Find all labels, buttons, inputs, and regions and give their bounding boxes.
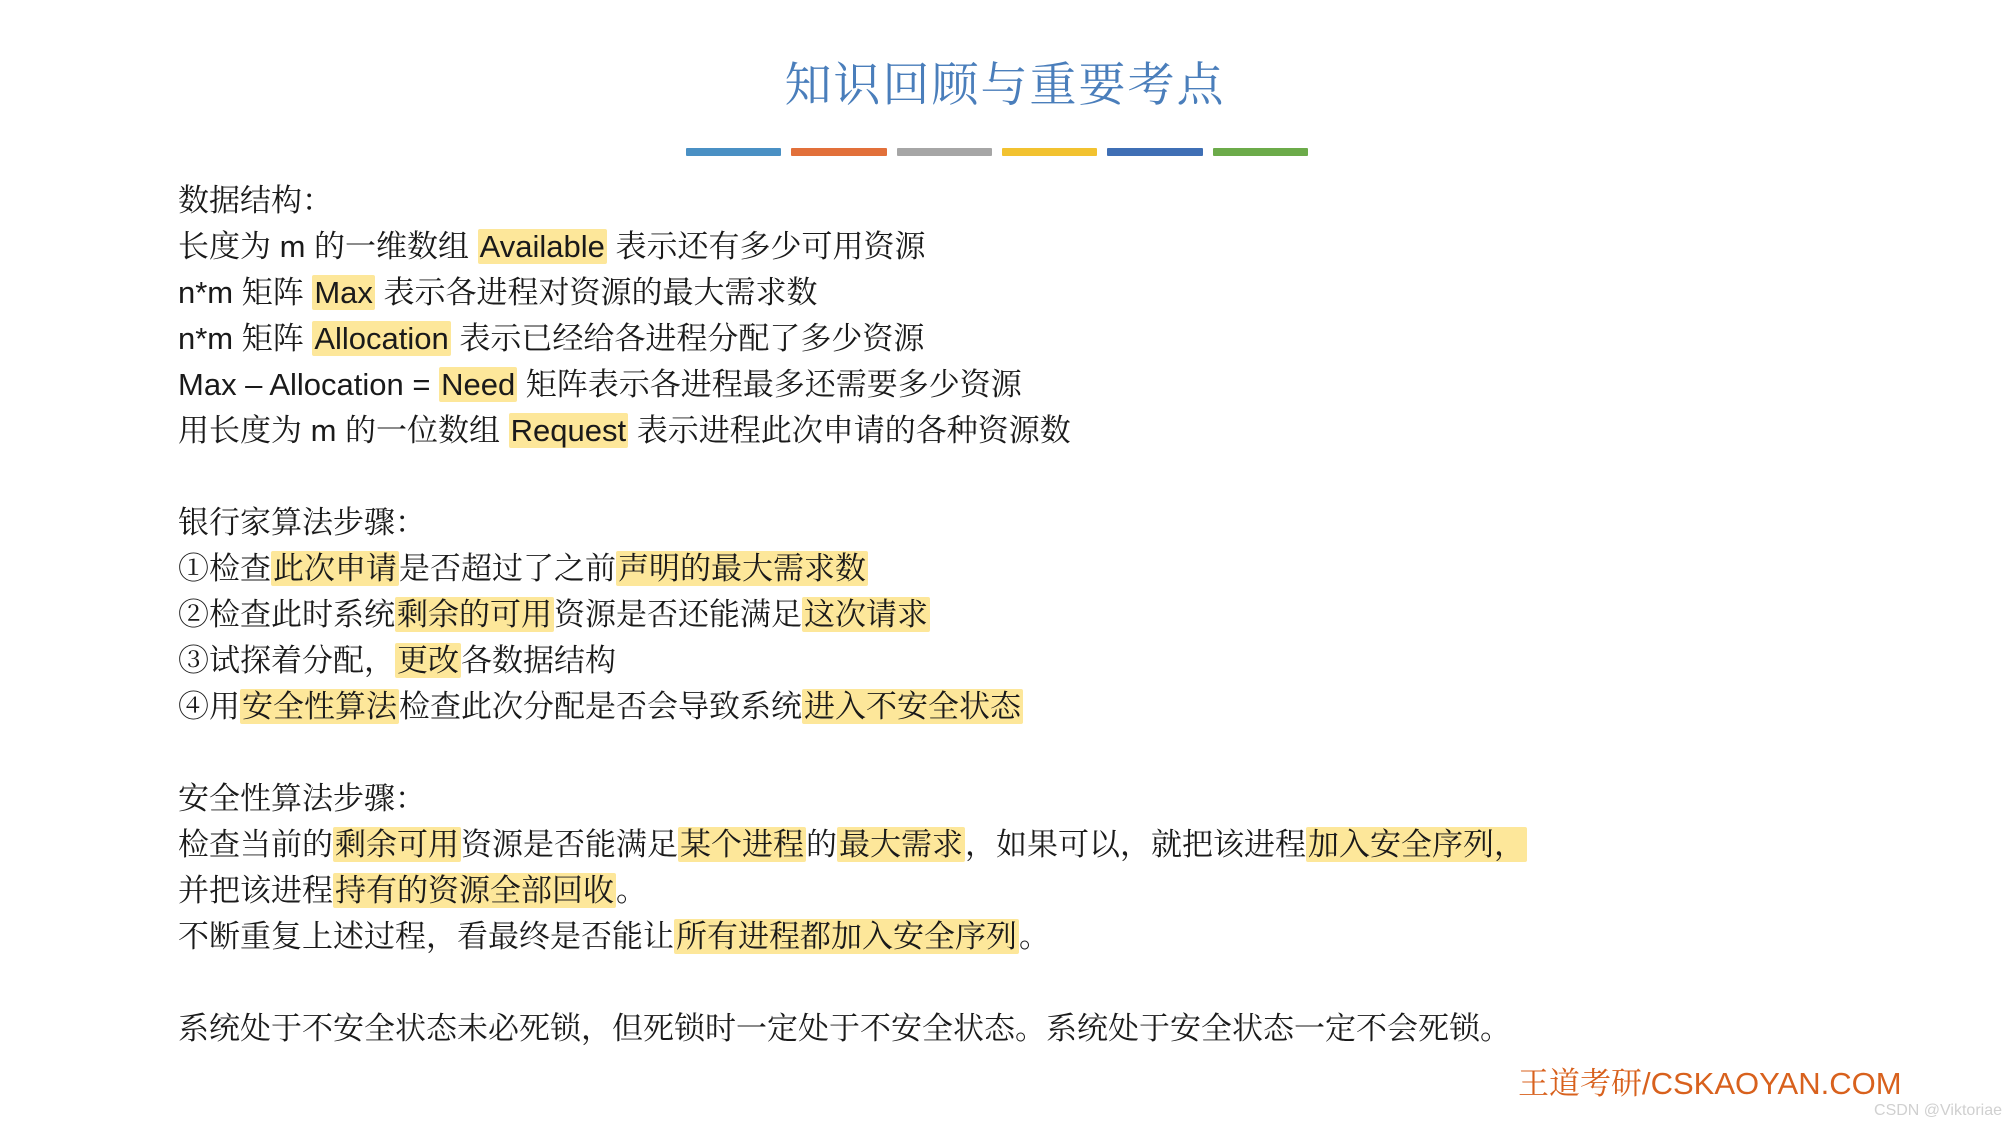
text-run: 数据结构： [178, 183, 333, 218]
page-title: 知识回顾与重要考点 [784, 58, 1226, 111]
text-run: 银行家算法步骤： [178, 505, 426, 540]
text-run: 表示各进程对资源的最大需求数 [374, 275, 818, 310]
safety-algorithm-steps-line-1 [178, 776, 1938, 822]
bankers-algorithm-steps-line-2 [178, 546, 1938, 592]
rule-bar-6 [1213, 148, 1308, 156]
highlight-text: 最大需求 [839, 827, 963, 862]
highlight-text: 加入安全序列， [1308, 827, 1525, 862]
spacer [178, 960, 1938, 1006]
highlight-text: 持有的资源全部回收 [335, 873, 614, 908]
spacer [178, 454, 1938, 500]
text-run: 用长度为 m 的一位数组 [178, 413, 509, 448]
conclusion-line-1 [178, 1006, 1938, 1052]
text-run: 检查此次分配是否会导致系统 [399, 689, 802, 724]
text-run: 资源是否能满足 [461, 827, 678, 862]
data-structure-line-2 [178, 224, 1938, 270]
data-structure-line-6 [178, 408, 1938, 454]
text-run: 表示进程此次申请的各种资源数 [628, 413, 1071, 448]
text-run: 不断重复上述过程，看最终是否能让 [178, 919, 674, 954]
text-run: ①检查 [178, 551, 271, 586]
text-run: 表示已经给各进程分配了多少资源 [450, 321, 925, 356]
text-run: n*m 矩阵 [178, 275, 313, 310]
text-run: ③试探着分配， [178, 643, 395, 678]
highlight-text: Need [441, 367, 516, 402]
highlight-text: 更改 [397, 643, 459, 678]
highlight-text: Request [510, 413, 627, 448]
title-underline-bars [686, 148, 1308, 156]
footer-brand: 王道考研/CSKAOYAN.COM [1518, 1066, 1902, 1101]
safety-algorithm-steps-line-4 [178, 914, 1938, 960]
highlight-text: Available [479, 229, 605, 264]
highlight-text: 声明的最大需求数 [618, 551, 866, 586]
text-run: 。 [616, 873, 647, 908]
data-structure-line-1 [178, 178, 1938, 224]
rule-bar-2 [791, 148, 886, 156]
highlight-text: 此次申请 [273, 551, 397, 586]
highlight-text: 进入不安全状态 [804, 689, 1021, 724]
safety-algorithm-steps-line-3 [178, 868, 1938, 914]
text-run: ②检查此时系统 [178, 597, 395, 632]
highlight-text: Max [314, 275, 373, 310]
text-run: 矩阵表示各进程最多还需要多少资源 [517, 367, 1022, 402]
text-run: 各数据结构 [461, 643, 616, 678]
data-structure-line-5 [178, 362, 1938, 408]
text-run: 检查当前的 [178, 827, 333, 862]
text-run: 安全性算法步骤： [178, 781, 426, 816]
text-run: 表示还有多少可用资源 [606, 229, 926, 264]
highlight-text: 剩余可用 [335, 827, 459, 862]
bankers-algorithm-steps-line-5 [178, 684, 1938, 730]
rule-bar-1 [686, 148, 781, 156]
highlight-text: 这次请求 [804, 597, 928, 632]
data-structure-line-4 [178, 316, 1938, 362]
slide-body [178, 178, 1938, 1052]
text-run: 是否超过了之前 [399, 551, 616, 586]
rule-bar-5 [1107, 148, 1202, 156]
data-structure-line-3 [178, 270, 1938, 316]
highlight-text: 剩余的可用 [397, 597, 552, 632]
text-run: 系统处于不安全状态未必死锁，但死锁时一定处于不安全状态。系统处于安全状态一定不会死锁。 [178, 1011, 1511, 1046]
highlight-text: Allocation [314, 321, 449, 356]
bankers-algorithm-steps-line-4 [178, 638, 1938, 684]
text-run: Max – Allocation = [178, 367, 440, 402]
bankers-algorithm-steps-line-3 [178, 592, 1938, 638]
text-run: 并把该进程 [178, 873, 333, 908]
highlight-text: 某个进程 [680, 827, 804, 862]
rule-bar-3 [897, 148, 992, 156]
watermark: CSDN @Viktoriae [1874, 1102, 2002, 1119]
spacer [178, 730, 1938, 776]
text-run: ④用 [178, 689, 240, 724]
highlight-text: 安全性算法 [242, 689, 397, 724]
text-run: ，如果可以，就把该进程 [965, 827, 1306, 862]
text-run: 资源是否还能满足 [554, 597, 802, 632]
text-run: 长度为 m 的一维数组 [178, 229, 478, 264]
text-run: 的 [806, 827, 837, 862]
safety-algorithm-steps-line-2 [178, 822, 1938, 868]
text-run: 。 [1019, 919, 1050, 954]
rule-bar-4 [1002, 148, 1097, 156]
bankers-algorithm-steps-line-1 [178, 500, 1938, 546]
text-run: n*m 矩阵 [178, 321, 313, 356]
highlight-text: 所有进程都加入安全序列 [676, 919, 1017, 954]
